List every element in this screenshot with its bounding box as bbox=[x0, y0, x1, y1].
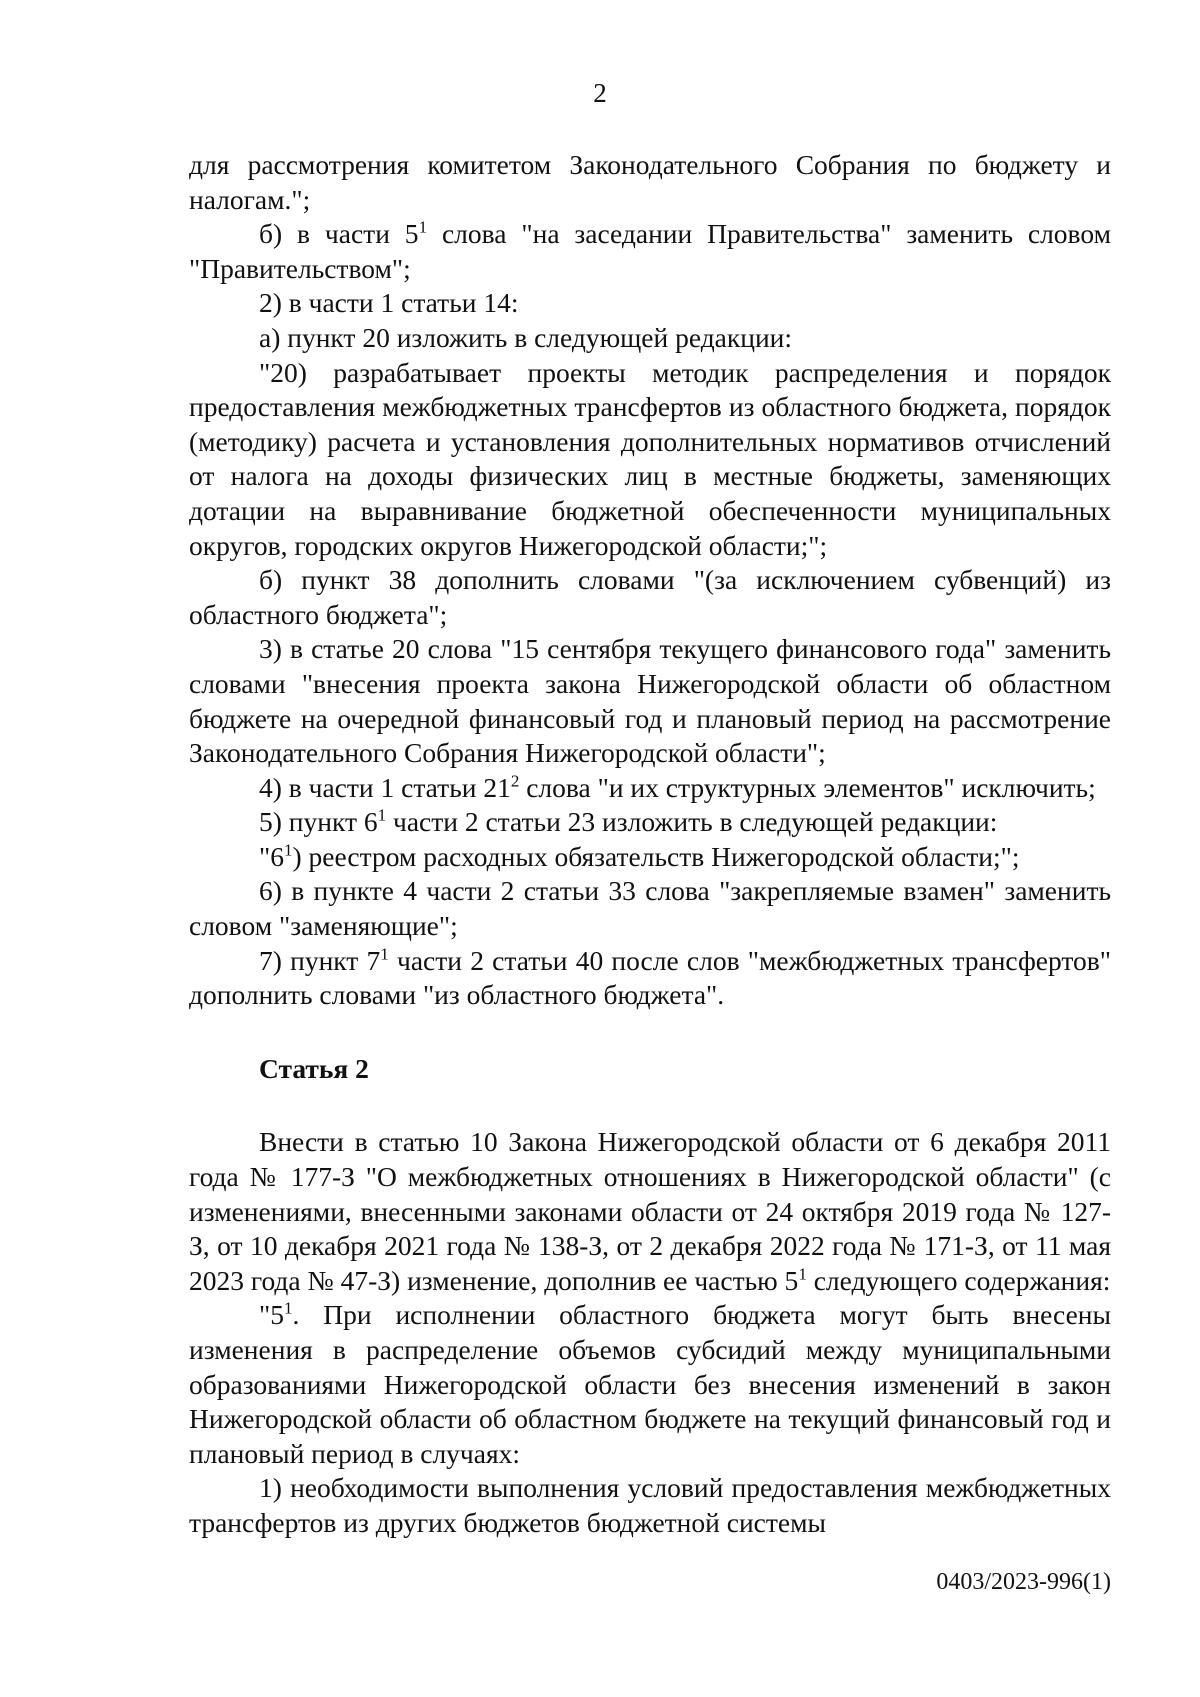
paragraph-p5 bbox=[189, 356, 1111, 564]
text-run: 5) пункт 6 bbox=[259, 806, 378, 838]
text-run: б) в части 5 bbox=[259, 218, 419, 250]
paragraph-p11 bbox=[189, 874, 1111, 943]
superscript: 1 bbox=[380, 944, 389, 964]
paragraph-p12 bbox=[189, 944, 1111, 1013]
text-run: 2) в части 1 статьи 14: bbox=[259, 287, 519, 319]
paragraph-p9 bbox=[189, 805, 1111, 840]
paragraph-p10 bbox=[189, 840, 1111, 875]
text-run: "6 bbox=[259, 840, 284, 872]
text-run: 1) необходимости выполнения условий предоставления межбюджетных трансфертов из других бюджетов бюджетной системы bbox=[189, 1472, 1111, 1538]
amendments-list bbox=[189, 148, 1111, 1013]
text-run: ) реестром расходных обязательств Нижегородской области;"; bbox=[292, 840, 1020, 872]
text-run: . При исполнении областного бюджета могут быть внесены изменения в распределение объемов субсидий между муниципальными образованиями Нижегородской области без внесения изменений в закон Нижегородской области об областном бюджете на текущий финансовый год и плановый период в случаях: bbox=[189, 1299, 1111, 1469]
superscript: 1 bbox=[283, 1298, 293, 1318]
text-run: Внести в статью 10 Закона Нижегородской области от 6 декабря 2011 года № 177-З "О межбюджетных отношениях в Нижегородской области" (с изменениями, внесенными законами области от 24 октября 2019 года № 127-З, от 10 декабря 2021 года № 138-З, от 2 декабря 2022 года № 171-З, от 11 мая 2023 года № 47-З) изменение, дополнив ее частью 5 bbox=[189, 1126, 1111, 1296]
superscript: 1 bbox=[283, 840, 293, 860]
text-run: части 2 статьи 23 изложить в следующей редакции: bbox=[386, 806, 998, 838]
text-run: 4) в части 1 статьи 21 bbox=[259, 771, 511, 803]
text-run: "20) разрабатывает проекты методик распределения и порядок предоставления межбюджетных трансфертов из областного бюджета, порядок (методику) расчета и установления дополнительных нормативов отчислений от налога на доходы физических лиц в местные бюджеты, заменяющих дотации на выравнивание бюджетной обеспеченности муниципальных округов, городских округов Нижегородской области;"; bbox=[189, 356, 1111, 561]
text-run: для рассмотрения комитетом Законодательного Собрания по бюджету и налогам."; bbox=[189, 149, 1111, 215]
superscript: 1 bbox=[418, 217, 428, 237]
text-run: слова "на заседании Правительства" заменить словом "Правительством"; bbox=[189, 218, 1111, 284]
paragraph-p7 bbox=[189, 632, 1111, 770]
text-run: 7) пункт 7 bbox=[259, 944, 381, 976]
text-run: а) пункт 20 изложить в следующей редакции: bbox=[259, 321, 793, 353]
text-run: 3) в статье 20 слова "15 сентября текущего финансового года" заменить словами "внесения проекта закона Нижегородской области об областном бюджете на очередной финансовый год и плановый период на рассмотрение Законодательного Собрания Нижегородской области"; bbox=[189, 633, 1111, 769]
paragraph-p6 bbox=[189, 563, 1111, 632]
paragraph-p14 bbox=[189, 1298, 1111, 1471]
paragraph-p1 bbox=[189, 148, 1111, 217]
text-run: следующего содержания: bbox=[806, 1264, 1111, 1296]
superscript: 2 bbox=[510, 771, 520, 791]
text-run: б) пункт 38 дополнить словами "(за исключением субвенций) из областного бюджета"; bbox=[189, 564, 1111, 630]
text-run: "5 bbox=[259, 1299, 284, 1331]
paragraph-p3 bbox=[189, 286, 1111, 321]
article-2-text bbox=[189, 1125, 1111, 1540]
paragraph-p13 bbox=[189, 1125, 1111, 1298]
superscript: 1 bbox=[377, 805, 387, 825]
page-number: 2 bbox=[593, 78, 607, 108]
text-run: 6) в пункте 4 части 2 статьи 33 слова "закрепляемые взамен" заменить словом "заменяющие"; bbox=[189, 875, 1111, 942]
paragraph-p8 bbox=[189, 771, 1111, 806]
paragraph-p2 bbox=[189, 217, 1111, 286]
paragraph-p4 bbox=[189, 321, 1111, 356]
article-heading: Статья 2 bbox=[259, 1052, 369, 1084]
document-body bbox=[189, 148, 1111, 1541]
text-run: части 2 статьи 40 после слов "межбюджетных трансфертов" дополнить словами "из областного бюджета". bbox=[189, 944, 1111, 1011]
superscript: 1 bbox=[798, 1264, 807, 1284]
document-code: 0403/2023-996(1) bbox=[936, 1569, 1111, 1595]
paragraph-p15 bbox=[189, 1471, 1111, 1540]
text-run: слова "и их структурных элементов" исключить; bbox=[519, 771, 1096, 803]
